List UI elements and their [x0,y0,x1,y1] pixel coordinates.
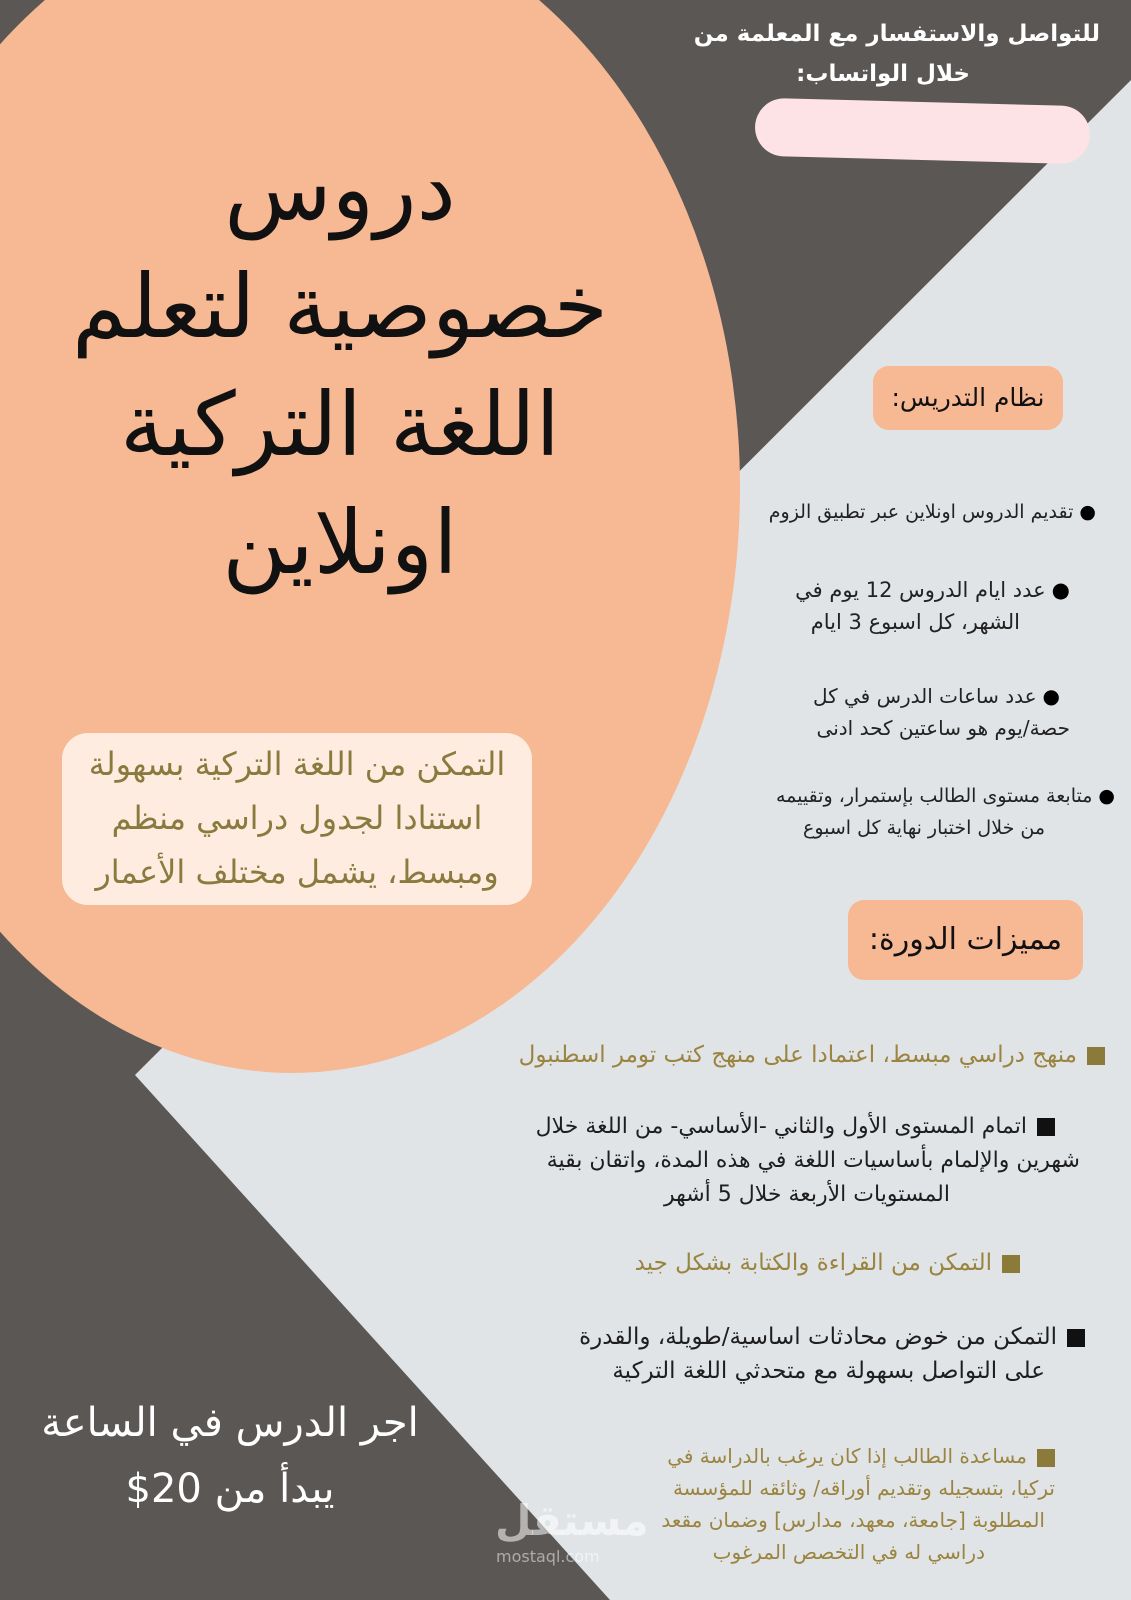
bullet-dot-icon: ● [1042,684,1060,708]
square-bullet-icon [1037,1449,1055,1467]
feature-item [470,1320,1085,1388]
contact-text [640,14,1100,94]
square-bullet-icon [1087,1047,1105,1065]
contact-line-1: للتواصل والاستفسار مع المعلمة من [693,21,1100,47]
feature-item [590,1440,1070,1568]
features-heading: مميزات الدورة: [848,900,1083,980]
bullet-dot-icon: ● [1079,501,1096,523]
feature-item-line: التمكن من القراءة والكتابة بشكل جيد [634,1250,992,1276]
subtitle-line-1: التمكن من اللغة التركية بسهولة [88,745,506,783]
contact-line-2: خلال الواتساب: [796,61,970,87]
feature-item-line: المستويات الأربعة خلال 5 أشهر [663,1182,950,1207]
teaching-item [740,574,1090,638]
feature-item-line: التمكن من خوض محادثات اساسية/طويلة، والقدرة [579,1324,1057,1350]
teaching-item-line: عدد ايام الدروس 12 يوم في [795,578,1046,602]
watermark-url: mostaql.com [496,1547,600,1566]
title-line-1: دروس [224,137,456,240]
teaching-item [760,680,1090,744]
feature-item-line: منهج دراسي مبسط، اعتمادا على منهج كتب تومر اسطنبول [518,1042,1077,1068]
teaching-item-line: متابعة مستوى الطالب بإستمرار، وتقييمه [775,785,1093,807]
price-text [20,1390,440,1522]
feature-item-line: المطلوبة [جامعة، معهد، مدارس] وضمان مقعد [661,1508,1045,1532]
title-line-4: اونلاين [222,491,458,594]
feature-item-line: تركيا، بتسجيله وتقديم أوراقه/ وثائقه للمؤسسة [672,1476,1055,1500]
teaching-item [740,496,1096,528]
teaching-item-line: الشهر، كل اسبوع 3 ايام [810,610,1020,634]
feature-item [440,1038,1105,1072]
title-line-3: اللغة التركية [120,373,560,476]
feature-item [560,1246,1020,1280]
teaching-item-line: حصة/يوم هو ساعتين كحد ادنى [816,716,1070,740]
subtitle-line-3: ومبسط، يشمل مختلف الأعمار [95,853,499,891]
teaching-item-line: من خلال اختبار نهاية كل اسبوع [802,817,1045,839]
feature-item-line: شهرين والإلمام بأساسيات اللغة في هذه المدة، واتقان بقية [546,1148,1080,1173]
feature-item-line: على التواصل بسهولة مع متحدثي اللغة التركية [612,1358,1045,1384]
bullet-dot-icon: ● [1051,578,1070,602]
teaching-item-line: عدد ساعات الدرس في كل [812,684,1037,708]
price-line-2: يبدأ من 20$ [125,1466,335,1512]
title-line-2: خصوصية لتعلم [71,255,609,358]
price-line-1: اجر الدرس في الساعة [41,1400,419,1446]
feature-item [480,1110,1080,1212]
square-bullet-icon [1067,1329,1085,1347]
redacted-phone-number [754,98,1090,165]
watermark-logo: مستقل [495,1496,649,1545]
teaching-item-line: تقديم الدروس اونلاين عبر تطبيق الزوم [768,501,1074,523]
main-title [20,130,660,602]
square-bullet-icon [1002,1255,1020,1273]
teaching-item [700,780,1115,844]
feature-item-line: دراسي له في التخصص المرغوب [712,1540,985,1564]
bullet-dot-icon: ● [1098,785,1115,807]
feature-item-line: مساعدة الطالب إذا كان يرغب بالدراسة في [667,1444,1027,1468]
feature-item-line: اتمام المستوى الأول والثاني -الأساسي- من اللغة خلال [535,1114,1027,1139]
teaching-system-heading: نظام التدريس: [873,366,1063,430]
square-bullet-icon [1037,1118,1055,1136]
subtitle [62,737,532,899]
subtitle-line-2: استنادا لجدول دراسي منظم [111,799,483,837]
